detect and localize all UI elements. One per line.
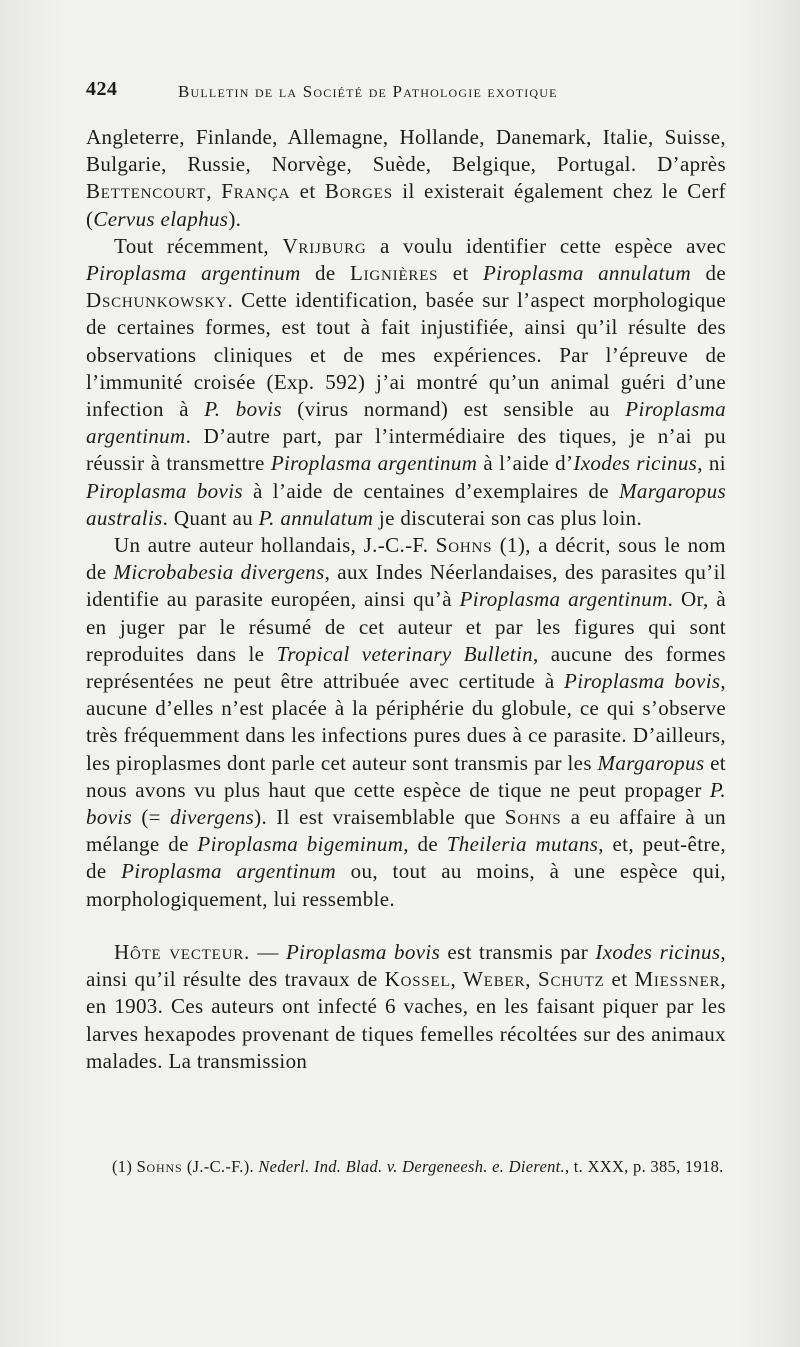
author-name: França (221, 179, 291, 204)
species-name: Piroplasma bovis (564, 669, 721, 694)
species-name: Ixodes ricinus (595, 939, 721, 964)
species-name: P. bovis (86, 777, 726, 830)
publication-title: Nederl. Ind. Blad. v. Dergeneesh. e. Dierent. (258, 1157, 565, 1176)
running-title: Bulletin de la Société de Pathologie exotique (178, 82, 558, 101)
species-name: Piroplasma argentinum (270, 451, 478, 476)
author-name: Bettencourt (86, 179, 207, 204)
species-name: Theileria mutans (446, 832, 599, 857)
species-name: Margaropus (597, 750, 705, 775)
species-name: Cervus elaphus (93, 206, 229, 231)
species-name: divergens (170, 805, 255, 830)
species-name: Piroplasma bigeminum (197, 832, 404, 857)
paragraph-hosts: Angleterre, Finlande, Allemagne, Hollande, Danemark, Italie, Suisse, Bulgarie, Russie, Norvège, Suède, Belgique, Portugal. D’après Bettencourt, França et Borges il existerait également chez le Cerf (Cervus elaphus). (86, 125, 726, 231)
paragraph-sohns: Un autre auteur hollandais, J.-C.-F. Sohns (1), a décrit, sous le nom de Microbabesia divergens, aux Indes Néerlandaises, des parasites qu’il identifie au parasite européen, ainsi qu’à Piroplasma argentinum. Or, à en juger par le résumé de cet auteur et par les figures qui sont reproduites dans le Tropical veterinary Bulletin, aucune des formes représentées ne peut être attribuée avec certitude à Piroplasma bovis, aucune d’elles n’est placée à la périphérie du globule, ce qui s’observe très fréquemment dans les infections pures dues à ce parasite. D’ailleurs, les piroplasmes dont parle cet auteur sont transmis par les Margaropus et nous avons vu plus haut que cette espèce de tique ne peut propager P. bovis (= divergens). Il est vraisemblable que Sohns a eu affaire à un mélange de Piroplasma bigeminum, de Theileria mutans, et, peut-être, de Piroplasma argentinum ou, tout au moins, à une espèce qui, morphologiquement, lui ressemble. (86, 533, 727, 911)
species-name: P. bovis (204, 397, 282, 422)
author-name: Kossel (384, 967, 451, 992)
author-name: Sohns (504, 805, 562, 830)
species-name: Piroplasma argentinum (459, 587, 668, 612)
species-name: Piroplasma bovis (86, 478, 243, 503)
author-name: Vrijburg (282, 233, 367, 258)
author-name: Sohns (136, 1157, 183, 1176)
species-name: P. annulatum (258, 505, 374, 530)
author-name: Schutz (537, 967, 605, 992)
species-name: Piroplasma argentinum (121, 859, 337, 884)
author-name: Miessner (634, 967, 721, 992)
species-name: Piroplasma argentinum (86, 261, 301, 286)
species-name: Ixodes ricinus (573, 451, 698, 476)
author-name: Sohns (435, 533, 493, 558)
paragraph-vector-host: Hôte vecteur. — Piroplasma bovis est transmis par Ixodes ricinus, ainsi qu’il résulte des travaux de Kossel, Weber, Schutz et Miessner, en 1903. Ces auteurs ont infecté 6 vaches, en les faisant piquer par les larves hexapodes provenant de tiques femelles récoltées sur des animaux malades. La transmission (86, 939, 727, 1073)
species-name: Piroplasma annulatum (482, 261, 692, 286)
page-number: 424 (86, 78, 118, 100)
species-name: Piroplasma argentinum (86, 397, 726, 449)
author-name: Lignières (349, 261, 439, 286)
author-name: Dschunkowsky (86, 288, 228, 313)
species-name: Microbabesia divergens (113, 560, 325, 585)
publication-title: Tropical veterinary Bulletin (276, 641, 533, 666)
species-name: Margaropus australis (86, 478, 727, 530)
paragraph-identification: Tout récemment, Vrijburg a voulu identifier cette espèce avec Piroplasma argentinum de Lignières et Piroplasma annulatum de Dschunkowsky. Cette identification, basée sur l’aspect morphologique de certaines formes, est tout à fait injustifiée, ainsi qu’il résulte des observations cliniques et de mes expériences. Par l’épreuve de l’immunité croisée (Exp. 592) j’ai montré qu’un animal guéri d’une infection à P. bovis (virus normand) est sensible au Piroplasma argentinum. D’autre part, par l’intermédiaire des tiques, je n’ai pu réussir à transmettre Piroplasma argentinum à l’aide d’Ixodes ricinus, ni Piroplasma bovis à l’aide de centaines d’exemplaires de Margaropus australis. Quant au P. annulatum je discuterai son cas plus loin. (86, 233, 727, 530)
footnote (86, 1156, 726, 1177)
author-name: Weber (463, 967, 526, 992)
footnote-text: (1) Sohns (J.-C.-F.). Nederl. Ind. Blad. v. Dergeneesh. e. Dierent., t. XXX, p. 385, 1918. (112, 1157, 724, 1176)
page-header (86, 78, 726, 108)
section-heading: Hôte vecteur. (114, 939, 251, 964)
species-name: Piroplasma bovis (286, 939, 441, 964)
body-text (86, 124, 726, 1075)
author-name: Borges (324, 179, 393, 204)
